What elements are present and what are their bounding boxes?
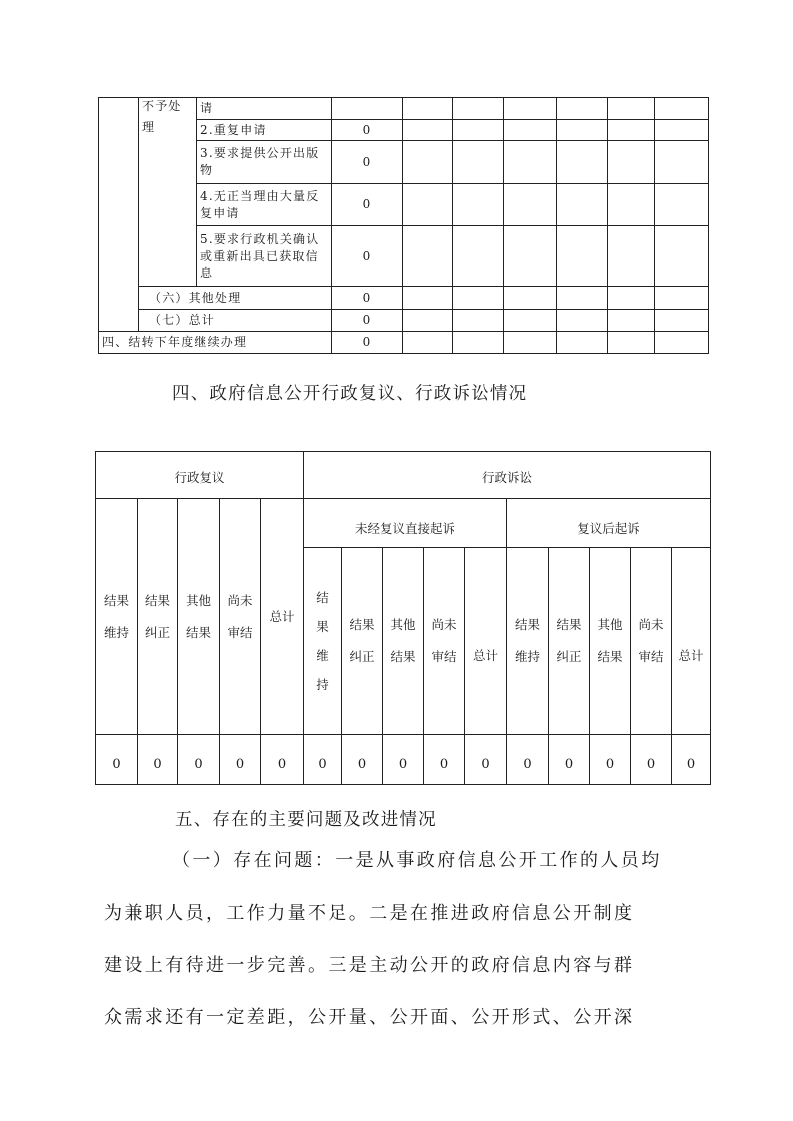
value-cell: 0 xyxy=(383,735,424,785)
row-label: 5.要求行政机关确认 或重新出具已获取信 息 xyxy=(197,226,332,287)
value-cell: 0 xyxy=(672,735,711,785)
admin-review-header: 行政复议 xyxy=(96,452,304,499)
row-value: 0 xyxy=(332,310,403,332)
row-value: 0 xyxy=(332,120,403,141)
row-label: 请 xyxy=(197,98,332,120)
paragraph-line: 建设上有待进一步完善。三是主动公开的政府信息内容与群 xyxy=(104,955,635,976)
paragraph-line: 众需求还有一定差距，公开量、公开面、公开形式、公开深 xyxy=(104,1007,635,1028)
admin-litigation-header: 行政诉讼 xyxy=(304,452,711,499)
row-group-label: 不予处 理 xyxy=(142,99,182,134)
row-value: 0 xyxy=(332,141,403,184)
review-col-header: 结果 纠正 xyxy=(138,499,178,735)
row-label: 4.无正当理由大量反 复申请 xyxy=(197,184,332,226)
table-row xyxy=(99,332,709,354)
direct-col-header: 总计 xyxy=(465,548,507,735)
value-cell: 0 xyxy=(424,735,465,785)
paragraph-line: 为兼职人员，工作力量不足。二是在推进政府信息公开制度 xyxy=(104,903,635,924)
row-label: 3.要求提供公开出版 物 xyxy=(197,141,332,184)
after-col-header: 总计 xyxy=(672,548,711,735)
value-cell: 0 xyxy=(342,735,383,785)
review-col-header: 尚未 审结 xyxy=(220,499,261,735)
paragraph-line: （一）存在问题：一是从事政府信息公开工作的人员均 xyxy=(172,850,662,871)
row-label: 2.重复申请 xyxy=(197,120,332,141)
value-cell: 0 xyxy=(549,735,590,785)
value-cell: 0 xyxy=(178,735,220,785)
review-litigation-table xyxy=(95,451,711,785)
direct-col-header: 结 果 维 持 xyxy=(304,548,342,735)
after-col-header: 其他 结果 xyxy=(590,548,631,735)
section-four-title: 四、政府信息公开行政复议、行政诉讼情况 xyxy=(172,384,528,404)
value-cell: 0 xyxy=(590,735,631,785)
row-value: 0 xyxy=(332,287,403,310)
value-cell: 0 xyxy=(631,735,672,785)
table-row xyxy=(99,98,709,120)
after-col-header: 尚未 审结 xyxy=(631,548,672,735)
review-col-header: 总计 xyxy=(261,499,304,735)
direct-suit-header: 未经复议直接起诉 xyxy=(304,499,507,548)
after-col-header: 结果 纠正 xyxy=(549,548,590,735)
row-value: 0 xyxy=(332,332,403,354)
row-value: 0 xyxy=(332,226,403,287)
row-label: 四、结转下年度继续办理 xyxy=(99,332,332,354)
direct-col-header: 其他 结果 xyxy=(383,548,424,735)
value-cell: 0 xyxy=(96,735,138,785)
direct-col-header: 结果 纠正 xyxy=(342,548,383,735)
after-review-suit-header: 复议后起诉 xyxy=(507,499,711,548)
review-col-header: 其他 结果 xyxy=(178,499,220,735)
value-cell: 0 xyxy=(261,735,304,785)
row-label: （六）其他处理 xyxy=(139,287,332,310)
review-col-header: 结果 维持 xyxy=(96,499,138,735)
value-cell: 0 xyxy=(465,735,507,785)
disposal-table xyxy=(98,97,709,354)
row-label: （七）总计 xyxy=(139,310,332,332)
table-row xyxy=(99,287,709,310)
direct-col-header: 尚未 审结 xyxy=(424,548,465,735)
value-cell: 0 xyxy=(304,735,342,785)
row-value: 0 xyxy=(332,184,403,226)
section-five-title: 五、存在的主要问题及改进情况 xyxy=(175,810,437,830)
table-row xyxy=(99,310,709,332)
after-col-header: 结果 维持 xyxy=(507,548,549,735)
row-value xyxy=(332,98,403,120)
value-cell: 0 xyxy=(138,735,178,785)
value-cell: 0 xyxy=(507,735,549,785)
value-cell: 0 xyxy=(220,735,261,785)
